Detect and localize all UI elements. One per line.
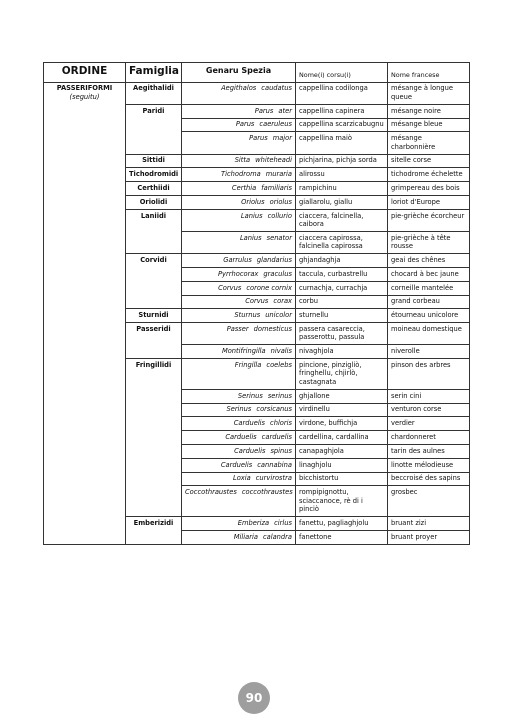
- corsu-name-cell: virdinellu: [296, 403, 388, 417]
- table-row: [44, 82, 470, 104]
- corsu-name-cell: rampichinu: [296, 182, 388, 196]
- corsu-name-cell: curnachja, currachja: [296, 281, 388, 295]
- species-name: caudatus: [261, 84, 292, 93]
- famiglia-cell: Laniidi: [126, 209, 182, 253]
- species-name: glandarius: [256, 255, 292, 264]
- species-cell: [182, 486, 296, 517]
- table-header-row: [44, 63, 470, 83]
- french-name-cell: bruant zizi: [388, 516, 470, 530]
- species-name: carduelis: [261, 432, 292, 441]
- species-cell: [182, 458, 296, 472]
- famiglia-cell: Fringillidi: [126, 359, 182, 517]
- corsu-name-cell: sturnellu: [296, 309, 388, 323]
- species-name: ater: [278, 106, 292, 115]
- species-name: curvirostra: [255, 474, 292, 483]
- species-name: corsicanus: [256, 405, 292, 414]
- corsu-name-cell: rompipignottu, sciaccanoce, rè di i pinciò: [296, 486, 388, 517]
- french-name-cell: verdier: [388, 417, 470, 431]
- corsu-name-cell: corbu: [296, 295, 388, 309]
- corsu-name-cell: ghjallone: [296, 389, 388, 403]
- species-cell: [182, 359, 296, 390]
- genus-name: Serinus: [226, 405, 252, 414]
- genus-name: Garrulus: [223, 255, 252, 264]
- french-name-cell: mésange à longue queue: [388, 82, 470, 104]
- species-name: oriolus: [269, 197, 292, 206]
- species-name: caeruleus: [259, 120, 292, 129]
- french-name-cell: niverolle: [388, 345, 470, 359]
- corsu-name-cell: ciaccera, falcinella, caibora: [296, 209, 388, 231]
- species-cell: [182, 403, 296, 417]
- corsu-name-cell: cappellina scarzicabugnu: [296, 118, 388, 132]
- species-cell: [182, 472, 296, 486]
- corsu-name-cell: cardellina, cardallina: [296, 431, 388, 445]
- genus-name: Carduelis: [234, 446, 266, 455]
- genus-name: Certhia: [231, 183, 257, 192]
- header-famiglia: Famiglia: [126, 63, 182, 83]
- species-name: senator: [266, 233, 292, 242]
- famiglia-cell: Sturnidi: [126, 309, 182, 323]
- species-name: chloris: [270, 419, 292, 428]
- famiglia-cell: Passeridi: [126, 323, 182, 359]
- species-cell: [182, 254, 296, 268]
- famiglia-cell: Sittidi: [126, 154, 182, 168]
- french-name-cell: serin cini: [388, 389, 470, 403]
- species-name: nivalis: [270, 347, 292, 356]
- french-name-cell: mésange bleue: [388, 118, 470, 132]
- genus-name: Sitta: [234, 156, 251, 165]
- genus-name: Lanius: [239, 233, 262, 242]
- corsu-name-cell: pincione, pinzigliò, fringhellu, chjirlò, castagnata: [296, 359, 388, 390]
- french-name-cell: mésange noire: [388, 104, 470, 118]
- genus-name: Parus: [254, 106, 274, 115]
- famiglia-cell: Certhiidi: [126, 182, 182, 196]
- corsu-name-cell: fanettu, pagliaghjolu: [296, 516, 388, 530]
- species-name: familiaris: [261, 183, 292, 192]
- french-name-cell: pinson des arbres: [388, 359, 470, 390]
- corsu-name-cell: cappellina codilonga: [296, 82, 388, 104]
- ordine-note: (seguitu): [69, 92, 100, 101]
- corsu-name-cell: giallarolu, giallu: [296, 195, 388, 209]
- genus-name: Coccothraustes: [185, 488, 237, 497]
- famiglia-cell: Tichodromidi: [126, 168, 182, 182]
- genus-name: Loxia: [232, 474, 251, 483]
- ordine-cell: [44, 82, 126, 544]
- french-name-cell: tarin des aulnes: [388, 444, 470, 458]
- genus-name: Corvus: [245, 297, 269, 306]
- species-cell: [182, 154, 296, 168]
- french-name-cell: mésange charbonnière: [388, 132, 470, 154]
- french-name-cell: linotte mélodieuse: [388, 458, 470, 472]
- corsu-name-cell: canapaghjola: [296, 444, 388, 458]
- french-name-cell: grimpereau des bois: [388, 182, 470, 196]
- corsu-name-cell: ciaccera capirossa, falcinella capirossa: [296, 231, 388, 253]
- french-name-cell: moineau domestique: [388, 323, 470, 345]
- corsu-name-cell: pichjarina, pichja sorda: [296, 154, 388, 168]
- species-cell: [182, 516, 296, 530]
- genus-name: Serinus: [237, 391, 263, 400]
- species-cell: [182, 209, 296, 231]
- species-cell: [182, 82, 296, 104]
- species-name: whiteheadi: [255, 156, 292, 165]
- species-name: domesticus: [253, 324, 292, 333]
- species-cell: [182, 431, 296, 445]
- species-name: graculus: [263, 269, 292, 278]
- french-name-cell: beccroisé des sapins: [388, 472, 470, 486]
- famiglia-cell: Paridi: [126, 104, 182, 154]
- species-name: muraria: [265, 170, 292, 179]
- corsu-name-cell: cappellina maiò: [296, 132, 388, 154]
- species-cell: [182, 104, 296, 118]
- page-number-badge: 90: [238, 682, 270, 714]
- genus-name: Sturnus: [234, 311, 261, 320]
- corsu-name-cell: alirossu: [296, 168, 388, 182]
- species-cell: [182, 530, 296, 544]
- famiglia-cell: Corvidi: [126, 254, 182, 309]
- corsu-name-cell: passera casareccia, passerottu, passula: [296, 323, 388, 345]
- species-cell: [182, 295, 296, 309]
- french-name-cell: tichodrome échelette: [388, 168, 470, 182]
- species-cell: [182, 309, 296, 323]
- header-nome-francese: Nome francese: [388, 63, 470, 83]
- french-name-cell: loriot d'Europe: [388, 195, 470, 209]
- corsu-name-cell: taccula, curbastrellu: [296, 267, 388, 281]
- french-name-cell: pie-grièche écorcheur: [388, 209, 470, 231]
- species-cell: [182, 281, 296, 295]
- corsu-name-cell: cappellina capinera: [296, 104, 388, 118]
- famiglia-cell: Aegithalidi: [126, 82, 182, 104]
- species-name: cannabina: [257, 460, 292, 469]
- french-name-cell: geai des chênes: [388, 254, 470, 268]
- table-body: [44, 82, 470, 544]
- genus-name: Pyrrhocorax: [218, 269, 259, 278]
- genus-name: Lanius: [240, 211, 263, 220]
- french-name-cell: pie-grièche à tête rousse: [388, 231, 470, 253]
- genus-name: Montifringilla: [221, 347, 266, 356]
- genus-name: Parus: [235, 120, 255, 129]
- genus-name: Oriolus: [241, 197, 265, 206]
- genus-name: Parus: [249, 134, 268, 143]
- genus-name: Carduelis: [225, 432, 257, 441]
- ordine-name: PASSERIFORMI: [56, 84, 113, 93]
- species-cell: [182, 444, 296, 458]
- species-name: coelebs: [266, 360, 292, 369]
- species-name: corone cornix: [246, 283, 292, 292]
- species-name: unicolor: [265, 311, 292, 320]
- species-cell: [182, 389, 296, 403]
- genus-name: Passer: [226, 324, 249, 333]
- genus-name: Carduelis: [233, 419, 266, 428]
- header-genaru-spezia: Genaru Spezia: [182, 63, 296, 83]
- corsu-name-cell: ghjandaghja: [296, 254, 388, 268]
- corsu-name-cell: virdone, buffichja: [296, 417, 388, 431]
- corsu-name-cell: nivaghjola: [296, 345, 388, 359]
- french-name-cell: bruant proyer: [388, 530, 470, 544]
- genus-name: Tichodroma: [221, 170, 261, 179]
- french-name-cell: venturon corse: [388, 403, 470, 417]
- famiglia-cell: Oriolidi: [126, 195, 182, 209]
- species-name: coccothraustes: [241, 488, 293, 497]
- species-table: [43, 62, 470, 545]
- french-name-cell: grosbec: [388, 486, 470, 517]
- species-cell: [182, 345, 296, 359]
- species-name: spinus: [270, 446, 292, 455]
- genus-name: Emberiza: [237, 518, 270, 527]
- species-name: cirlus: [274, 518, 292, 527]
- species-cell: [182, 132, 296, 154]
- french-name-cell: grand corbeau: [388, 295, 470, 309]
- species-cell: [182, 231, 296, 253]
- species-cell: [182, 417, 296, 431]
- species-cell: [182, 267, 296, 281]
- french-name-cell: chardonneret: [388, 431, 470, 445]
- french-name-cell: sitelle corse: [388, 154, 470, 168]
- french-name-cell: corneille mantelée: [388, 281, 470, 295]
- species-cell: [182, 323, 296, 345]
- species-name: calandra: [262, 532, 292, 541]
- species-name: major: [272, 134, 292, 143]
- species-cell: [182, 118, 296, 132]
- species-name: corax: [273, 297, 292, 306]
- species-cell: [182, 168, 296, 182]
- species-name: serinus: [267, 391, 292, 400]
- species-name: collurio: [267, 211, 292, 220]
- french-name-cell: chocard à bec jaune: [388, 267, 470, 281]
- genus-name: Miliaria: [233, 532, 258, 541]
- famiglia-cell: Emberizidi: [126, 516, 182, 544]
- corsu-name-cell: bicchistortu: [296, 472, 388, 486]
- species-cell: [182, 182, 296, 196]
- species-cell: [182, 195, 296, 209]
- genus-name: Carduelis: [220, 460, 253, 469]
- corsu-name-cell: linaghjolu: [296, 458, 388, 472]
- genus-name: Corvus: [218, 283, 242, 292]
- french-name-cell: étourneau unicolore: [388, 309, 470, 323]
- genus-name: Aegithalos: [221, 84, 257, 93]
- genus-name: Fringilla: [234, 360, 262, 369]
- header-nome-corsu: Nome(i) corsu(i): [296, 63, 388, 83]
- corsu-name-cell: fanettone: [296, 530, 388, 544]
- header-ordine: ORDINE: [44, 63, 126, 83]
